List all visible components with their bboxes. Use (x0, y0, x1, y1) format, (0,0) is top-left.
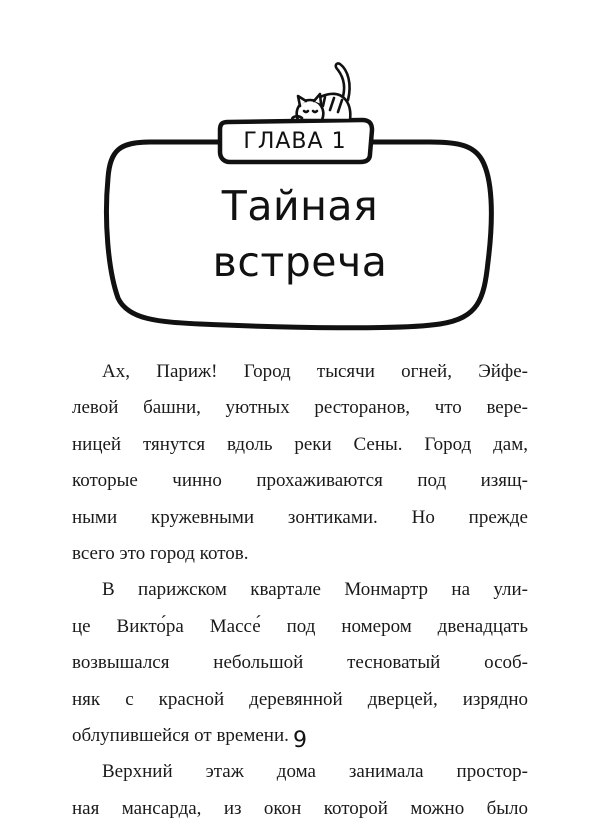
text-line: Ах, Париж! Город тысячи огней, Эйфе- (102, 361, 528, 382)
text-line: Верхний этаж дома занимала простор- (102, 761, 528, 783)
text-line: няк с красной деревянной дверцей, изрядно (72, 688, 528, 710)
text-line: левой башни, уютных ресторанов, что вере- (72, 397, 528, 419)
paragraph (72, 754, 528, 827)
text-line: це Викто́ра Массе́ под номером двенадцать (72, 615, 528, 637)
chapter-title-line: Тайная (221, 182, 379, 230)
chapter-title (110, 178, 490, 290)
chapter-title-line: встреча (212, 238, 388, 286)
text-line: ная мансарда, из окон которой можно было (72, 797, 528, 819)
cat-icon (292, 63, 350, 120)
text-line: ницей тянутся вдоль реки Сены. Город дам, (72, 433, 528, 455)
page-number: 9 (293, 728, 307, 753)
paragraph (72, 354, 528, 572)
text-line: В парижском квартале Монмартр на ули- (102, 579, 528, 601)
text-line: облупившейся от времени. (72, 725, 289, 747)
chapter-body (72, 354, 528, 827)
chapter-label: ГЛАВА 1 (243, 128, 347, 154)
text-line: всего это город котов. (72, 543, 249, 565)
text-line: ными кружевными зонтиками. Но прежде (72, 506, 528, 528)
text-line: возвышался небольшой тесноватый особ- (72, 652, 528, 674)
text-line: которые чинно прохаживаются под изящ- (72, 470, 528, 492)
